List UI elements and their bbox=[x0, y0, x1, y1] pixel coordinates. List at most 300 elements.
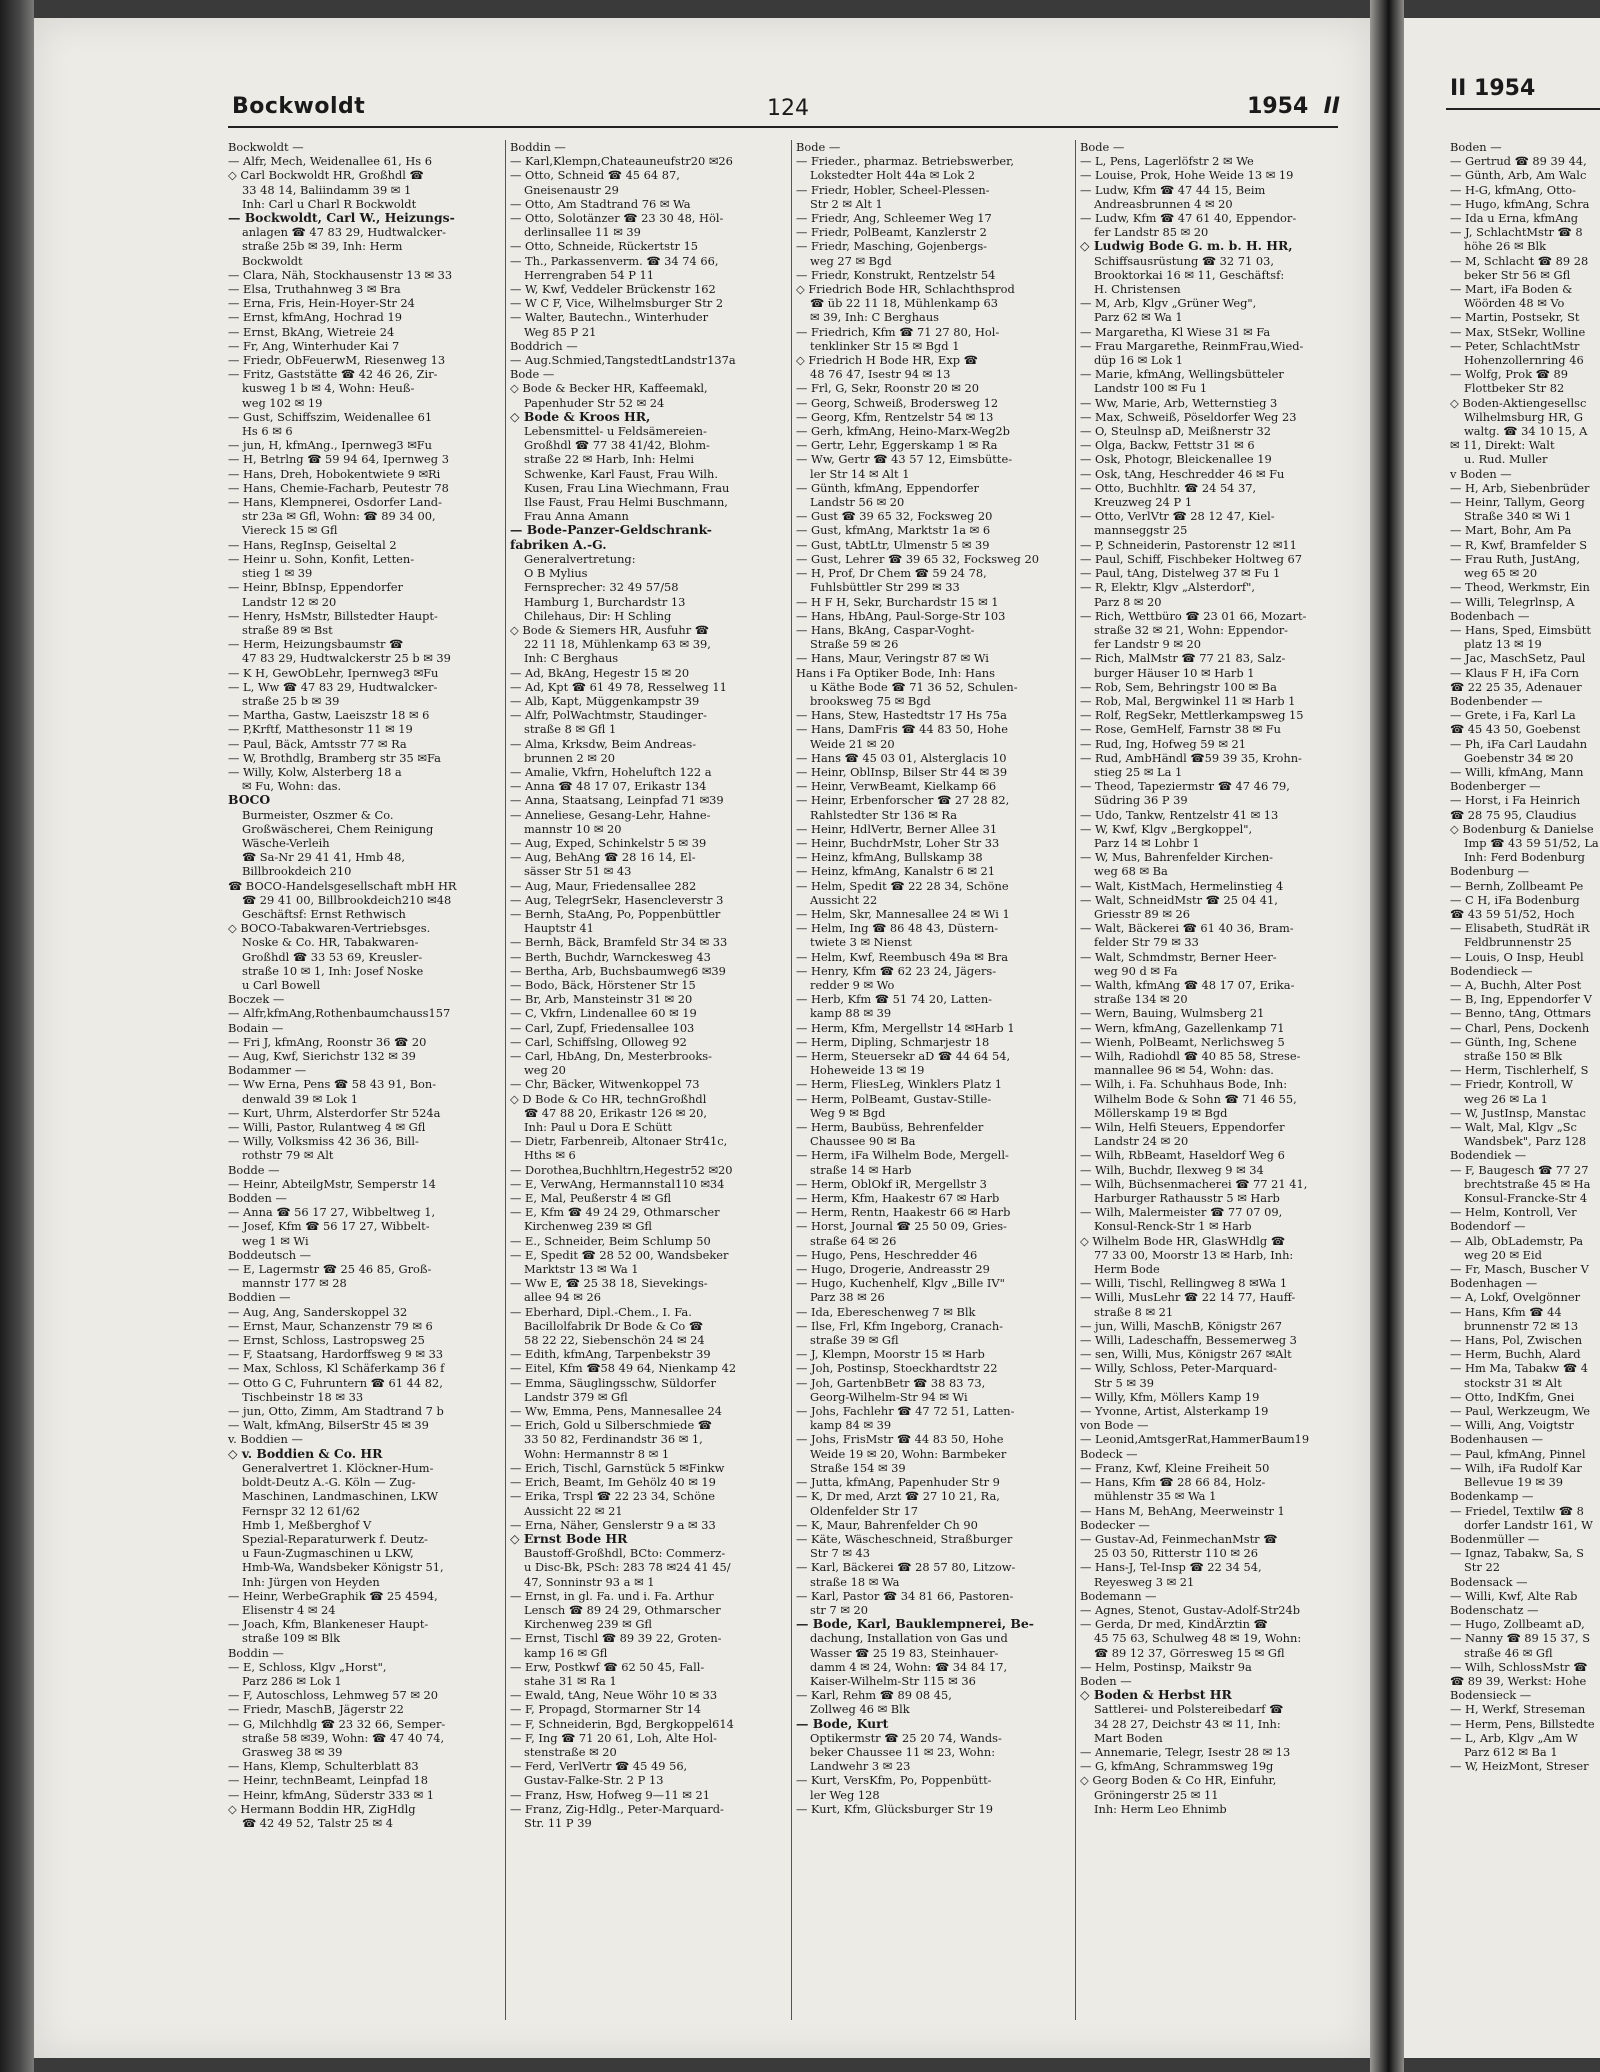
directory-entry-line: — Gerda, Dr med, KindÄrztin ☎ bbox=[1080, 1617, 1268, 1632]
directory-entry-line: Fernspr 32 12 61/62 bbox=[242, 1503, 361, 1518]
facing-page-column bbox=[1450, 140, 1600, 2020]
directory-entry-line: — Emma, Säuglingsschw, Süldorfer bbox=[510, 1375, 716, 1390]
directory-entry-line: — Carl, Zupf, Friedensallee 103 bbox=[510, 1020, 695, 1035]
directory-entry-line: — Bodo, Bäck, Hörstener Str 15 bbox=[510, 977, 696, 992]
directory-entry-line: — Theod, Tapeziermstr ☎ 47 46 79, bbox=[1080, 779, 1290, 794]
directory-entry-line: — Hans M, BehAng, Meerweinstr 1 bbox=[1080, 1503, 1285, 1518]
directory-entry-line: Weg 9 ✉ Bgd bbox=[810, 1105, 886, 1120]
directory-entry-line: — Otto, Schneide, Rückertstr 15 bbox=[510, 239, 699, 254]
directory-entry-line: — Erna, Näher, Genslerstr 9 a ✉ 33 bbox=[510, 1517, 716, 1532]
directory-entry-line: — Walt, kfmAng, BilserStr 45 ✉ 39 bbox=[228, 1418, 429, 1433]
directory-entry-line: — Friedr, ObFeuerwM, Riesenweg 13 bbox=[228, 353, 446, 368]
directory-entry-line: — P,Krftf, Matthesonstr 11 ✉ 19 bbox=[228, 722, 413, 737]
directory-entry-line: Georg-Wilhelm-Str 94 ✉ Wi bbox=[810, 1389, 968, 1404]
directory-entry-line: u Carl Bowell bbox=[242, 977, 321, 992]
directory-entry-line: — Herm, Kfm, Haakestr 67 ✉ Harb bbox=[796, 1191, 1000, 1206]
directory-entry-line: — Hans, BkAng, Caspar-Voght- bbox=[796, 622, 975, 637]
directory-entry-line: — Rose, GemHelf, Farnstr 38 ✉ Fu bbox=[1080, 722, 1281, 737]
directory-entry-line: — Friedrich, Kfm ☎ 71 27 80, Hol- bbox=[796, 324, 1000, 339]
directory-entry-line: dachung, Installation von Gas und bbox=[810, 1631, 1008, 1646]
facing-entry-line: — Hans, Pol, Zwischen bbox=[1450, 1333, 1583, 1348]
directory-entry-line: — Jutta, kfmAng, Papenhuder Str 9 bbox=[796, 1475, 1000, 1490]
directory-entry-line: Hmb-Wa, Wandsbeker Königstr 51, bbox=[242, 1560, 444, 1575]
facing-entry-line: — Fr, Masch, Buscher V bbox=[1450, 1262, 1589, 1277]
directory-entry-line: ler Str 14 ✉ Alt 1 bbox=[810, 466, 910, 481]
directory-entry-line: — Erw, Postkwf ☎ 62 50 45, Fall- bbox=[510, 1659, 705, 1674]
directory-entry-line: — Fri J, kfmAng, Roonstr 36 ☎ 20 bbox=[228, 1034, 427, 1049]
directory-entry-line: — Rob, Mal, Bergwinkel 11 ✉ Harb 1 bbox=[1080, 693, 1296, 708]
directory-entry-line: kusweg 1 b ✉ 4, Wohn: Heuß- bbox=[242, 381, 415, 396]
directory-entry-line: — Georg, Kfm, Rentzelstr 54 ✉ 13 bbox=[796, 409, 994, 424]
directory-entry-line: — Friedr, Ang, Schleemer Weg 17 bbox=[796, 211, 992, 226]
directory-entry-line: — Bode, Kurt bbox=[796, 1716, 889, 1731]
directory-entry-line: — Herb, Kfm ☎ 51 74 20, Latten- bbox=[796, 992, 993, 1007]
directory-entry-line: — Gust ☎ 39 65 32, Focksweg 20 bbox=[796, 509, 993, 524]
directory-entry-line: — Anna ☎ 56 17 27, Wibbeltweg 1, bbox=[228, 1205, 436, 1220]
facing-entry-line: — Wilh, SchlossMstr ☎ bbox=[1450, 1659, 1588, 1674]
book-gutter bbox=[1370, 0, 1404, 2072]
directory-entry-line: ☎ 42 49 52, Talstr 25 ✉ 4 bbox=[242, 1815, 393, 1830]
facing-entry-line: Bodensieck — bbox=[1450, 1688, 1532, 1703]
directory-entry-line: — Heinr, technBeamt, Leinpfad 18 bbox=[228, 1773, 428, 1788]
directory-entry-line: — Alfr, Mech, Weidenallee 61, Hs 6 bbox=[228, 154, 432, 169]
directory-entry-line: mannseggstr 25 bbox=[1094, 523, 1188, 538]
facing-entry-line: — Ida u Erna, kfmAng bbox=[1450, 211, 1579, 226]
directory-entry-line: — Alfr,kfmAng,Rothenbaumchauss157 bbox=[228, 1006, 451, 1021]
directory-entry-line: — Ernst, Schloss, Lastropsweg 25 bbox=[228, 1333, 425, 1348]
directory-entry-line: — Gust, kfmAng, Marktstr 1a ✉ 6 bbox=[796, 523, 991, 538]
directory-entry-line: Kusen, Frau Lina Wiechmann, Frau bbox=[524, 480, 730, 495]
directory-entry-line: — Josef, Kfm ☎ 56 17 27, Wibbelt- bbox=[228, 1219, 430, 1234]
directory-entry-line: — Rolf, RegSekr, Mettlerkampsweg 15 bbox=[1080, 708, 1304, 723]
directory-entry-line: — Franz, Zig-Hdlg., Peter-Marquard- bbox=[510, 1801, 724, 1816]
directory-entry-line: — Wilh, i. Fa. Schuhhaus Bode, Inh: bbox=[1080, 1077, 1288, 1092]
directory-entry-line: — Heinz, kfmAng, Kanalstr 6 ✉ 21 bbox=[796, 864, 996, 879]
directory-entry-line: — Heinr, BbInsp, Eppendorfer bbox=[228, 580, 403, 595]
directory-entry-line: — Otto, VerlVtr ☎ 28 12 47, Kiel- bbox=[1080, 509, 1275, 524]
directory-entry-line: 47, Sonninstr 93 a ✉ 1 bbox=[524, 1574, 655, 1589]
directory-entry-line: — Max, Schweiß, Pöseldorfer Weg 23 bbox=[1080, 409, 1297, 424]
directory-entry-line: — Karl, Pastor ☎ 34 81 66, Pastoren- bbox=[796, 1588, 1014, 1603]
facing-entry-line: Straße 340 ✉ Wi 1 bbox=[1464, 509, 1572, 524]
facing-entry-line: — Willi, kfmAng, Mann bbox=[1450, 764, 1584, 779]
directory-entry-line: — Yvonne, Artist, Alsterkamp 19 bbox=[1080, 1404, 1269, 1419]
facing-entry-line: Bodenbender — bbox=[1450, 693, 1543, 708]
directory-entry-line: Inh: Jürgen von Heyden bbox=[242, 1574, 380, 1589]
facing-entry-line: — R, Kwf, Bramfelder S bbox=[1450, 537, 1588, 552]
directory-entry-line: ✉ 39, Inh: C Berghaus bbox=[810, 310, 940, 325]
directory-entry-line: — Herm, Baubüss, Behrenfelder bbox=[796, 1120, 984, 1135]
directory-entry-line: H. Christensen bbox=[1094, 282, 1181, 297]
directory-entry-line: — H, Betrlng ☎ 59 94 64, Ipernweg 3 bbox=[228, 452, 449, 467]
surname-heading: Bodde — bbox=[228, 1162, 280, 1177]
directory-entry-line: — Walt, Bäckerei ☎ 61 40 36, Bram- bbox=[1080, 921, 1294, 936]
directory-entry-line: weg 68 ✉ Ba bbox=[1094, 864, 1168, 879]
facing-entry-line: — Louis, O Insp, Heubl bbox=[1450, 949, 1584, 964]
facing-entry-line: — W, JustInsp, Manstac bbox=[1450, 1105, 1586, 1120]
directory-entry-line: — Heinr, BuchdrMstr, Loher Str 33 bbox=[796, 835, 1000, 850]
facing-entry-line: Wilhelmsburg HR, G bbox=[1464, 409, 1583, 424]
surname-heading: Boddin — bbox=[510, 140, 566, 154]
directory-entry-line: — Eberhard, Dipl.-Chem., I. Fa. bbox=[510, 1304, 692, 1319]
directory-entry-line: ◇ Georg Boden & Co HR, Einfuhr, bbox=[1080, 1773, 1277, 1788]
facing-entry-line: ✉ 11, Direkt: Walt bbox=[1450, 438, 1555, 453]
directory-entry-line: — Ernst, in gl. Fa. und i. Fa. Arthur bbox=[510, 1588, 714, 1603]
directory-entry-line: — Gust, tAbtLtr, Ulmenstr 5 ✉ 39 bbox=[796, 537, 990, 552]
directory-column-1 bbox=[228, 140, 500, 2020]
directory-entry-line: — Max, Schloss, Kl Schäferkamp 36 f bbox=[228, 1361, 445, 1376]
directory-entry-line: — Erich, Gold u Silberschmiede ☎ bbox=[510, 1418, 712, 1433]
directory-entry-line: — Helm, Postinsp, Maikstr 9a bbox=[1080, 1659, 1252, 1674]
facing-entry-line: — Bernh, Zollbeamt Pe bbox=[1450, 878, 1584, 893]
directory-entry-line: Großhdl ☎ 77 38 41/42, Blohm- bbox=[524, 438, 710, 453]
page-number: 124 bbox=[767, 96, 809, 121]
facing-entry-line: Bodenschatz — bbox=[1450, 1602, 1539, 1617]
directory-entry-line: — Heinr, HdlVertr, Berner Allee 31 bbox=[796, 821, 998, 836]
directory-entry-line: kamp 16 ✉ Gfl bbox=[524, 1645, 608, 1660]
facing-entry-line: — Günth, Ing, Schene bbox=[1450, 1034, 1577, 1049]
directory-entry-line: — G, kfmAng, Schrammsweg 19g bbox=[1080, 1759, 1274, 1774]
directory-entry-line: — F, Ing ☎ 71 20 61, Loh, Alte Hol- bbox=[510, 1730, 717, 1745]
directory-entry-line: — Ewald, tAng, Neue Wöhr 10 ✉ 33 bbox=[510, 1688, 718, 1703]
directory-entry-line: — Clara, Näh, Stockhausenstr 13 ✉ 33 bbox=[228, 267, 453, 282]
facing-entry-line: — J, SchlachtMstr ☎ 8 bbox=[1450, 225, 1583, 240]
directory-entry-line: damm 4 ✉ 24, Wohn: ☎ 34 84 17, bbox=[810, 1659, 1008, 1674]
directory-entry-line: — Dorothea,Buchhltrn,Hegestr52 ✉20 bbox=[510, 1162, 733, 1177]
directory-entry-line: — M, Arb, Klgv „Grüner Weg", bbox=[1080, 296, 1257, 311]
directory-entry-line: — Willy, Schloss, Peter-Marquard- bbox=[1080, 1361, 1277, 1376]
directory-entry-line: — H, Prof, Dr Chem ☎ 59 24 78, bbox=[796, 566, 987, 581]
facing-entry-line: — Mart, Bohr, Am Pa bbox=[1450, 523, 1572, 538]
facing-entry-line: Inh: Ferd Bodenburg bbox=[1464, 850, 1585, 865]
directory-entry-line: ◇ Wilhelm Bode HR, GlasWHdlg ☎ bbox=[1080, 1233, 1286, 1248]
facing-entry-line: Imp ☎ 43 59 51/52, La bbox=[1464, 835, 1599, 850]
facing-entry-line: Konsul-Francke-Str 4 bbox=[1464, 1191, 1588, 1206]
directory-entry-line: Bockwoldt bbox=[242, 253, 303, 268]
directory-entry-line: Str 2 ✉ Alt 1 bbox=[810, 196, 883, 211]
directory-entry-line: — E, Mal, Peußerstr 4 ✉ Gfl bbox=[510, 1191, 672, 1206]
directory-entry-line: Inh: C Berghaus bbox=[524, 651, 619, 666]
directory-entry-line: — Ludw, Kfm ☎ 47 61 40, Eppendor- bbox=[1080, 211, 1297, 226]
directory-entry-line: — K, Dr med, Arzt ☎ 27 10 21, Ra, bbox=[796, 1489, 1000, 1504]
directory-entry-line: — Franz, Hsw, Hofweg 9—11 ✉ 21 bbox=[510, 1787, 710, 1802]
directory-entry-line: — Ad, BkAng, Hegestr 15 ✉ 20 bbox=[510, 665, 690, 680]
directory-entry-line: Maschinen, Landmaschinen, LKW bbox=[242, 1489, 439, 1504]
directory-entry-line: — Anna, Staatsang, Leinpfad 71 ✉39 bbox=[510, 793, 724, 808]
directory-entry-line: ◇ Friedrich H Bode HR, Exp ☎ bbox=[796, 353, 978, 368]
directory-entry-line: — Ad, Kpt ☎ 61 49 78, Resselweg 11 bbox=[510, 679, 727, 694]
directory-entry-line: ☎ 89 12 37, Görresweg 15 ✉ Gfl bbox=[1094, 1645, 1285, 1660]
directory-entry-line: — Erika, Trspl ☎ 22 23 34, Schöne bbox=[510, 1489, 716, 1504]
directory-entry-line: ✉ Fu, Wohn: das. bbox=[242, 779, 342, 794]
facing-entry-line: — H, Werkf, Streseman bbox=[1450, 1702, 1586, 1717]
directory-entry-line: Hs 6 ✉ 6 bbox=[242, 424, 293, 439]
surname-heading: Bode — bbox=[1080, 140, 1125, 154]
directory-entry-line: — Otto, Am Stadtrand 76 ✉ Wa bbox=[510, 196, 691, 211]
directory-entry-line: Str 7 ✉ 43 bbox=[810, 1546, 870, 1561]
directory-entry-line: — Erich, Tischl, Garnstück 5 ✉Finkw bbox=[510, 1460, 725, 1475]
directory-entry-line: Sattlerei- und Polstereibedarf ☎ bbox=[1094, 1702, 1284, 1717]
facing-entry-line: — Klaus F H, iFa Corn bbox=[1450, 665, 1579, 680]
directory-entry-line: — Rich, MalMstr ☎ 77 21 83, Salz- bbox=[1080, 651, 1286, 666]
directory-entry-line: — Heinr, WerbeGraphik ☎ 25 4594, bbox=[228, 1588, 438, 1603]
directory-entry-line: straße 25b ✉ 39, Inh: Herm bbox=[242, 239, 403, 254]
directory-entry-line: stenstraße ✉ 20 bbox=[524, 1744, 617, 1759]
facing-entry-line: Bodenburg — bbox=[1450, 864, 1529, 879]
facing-entry-line: Bellevue 19 ✉ 39 bbox=[1464, 1475, 1564, 1490]
directory-entry-line: — Erich, Beamt, Im Gehölz 40 ✉ 19 bbox=[510, 1475, 716, 1490]
directory-entry-line: — Martha, Gastw, Laeiszstr 18 ✉ 6 bbox=[228, 708, 430, 723]
directory-entry-line: — Karl, Bäckerei ☎ 28 57 80, Litzow- bbox=[796, 1560, 1016, 1575]
directory-entry-line: — Alfr, PolWachtmstr, Staudinger- bbox=[510, 708, 707, 723]
facing-entry-line: — A, Buchh, Alter Post bbox=[1450, 977, 1582, 992]
directory-entry-line: — Eitel, Kfm ☎58 49 64, Nienkamp 42 bbox=[510, 1361, 737, 1376]
directory-entry-line: — Ernst, kfmAng, Hochrad 19 bbox=[228, 310, 402, 325]
facing-entry-line: — H-G, kfmAng, Otto- bbox=[1450, 182, 1576, 197]
facing-entry-line: Bodensack — bbox=[1450, 1574, 1528, 1589]
directory-entry-line: — Herm, Kfm, Mergellstr 14 ✉Harb 1 bbox=[796, 1020, 1015, 1035]
facing-entry-line: — L, Arb, Klgv „Am W bbox=[1450, 1730, 1578, 1745]
directory-entry-line: — Chr, Bäcker, Witwenkoppel 73 bbox=[510, 1077, 700, 1092]
directory-entry-line: — Herm, PolBeamt, Gustav-Stille- bbox=[796, 1091, 992, 1106]
directory-entry-line: Landstr 12 ✉ 20 bbox=[242, 594, 337, 609]
directory-entry-line: — E, Kfm ☎ 49 24 29, Othmarscher bbox=[510, 1205, 720, 1220]
directory-entry-line: ☎ BOCO-Handelsgesellschaft mbH HR bbox=[228, 878, 457, 893]
directory-entry-line: Parz 14 ✉ Lohbr 1 bbox=[1094, 835, 1200, 850]
directory-entry-line: mannallee 96 ✉ 54, Wohn: das. bbox=[1094, 1063, 1274, 1078]
directory-entry-line: — Herm, Heizungsbaumstr ☎ bbox=[228, 637, 404, 652]
directory-entry-line: 33 50 82, Ferdinandstr 36 ✉ 1, bbox=[524, 1432, 703, 1447]
facing-entry-line: — Friedel, Textilw ☎ 8 bbox=[1450, 1503, 1584, 1518]
directory-entry-line: — Hans, HbAng, Paul-Sorge-Str 103 bbox=[796, 608, 1006, 623]
directory-entry-line: — Frl, G, Sekr, Roonstr 20 ✉ 20 bbox=[796, 381, 979, 396]
directory-entry-line: straße 8 ✉ Gfl 1 bbox=[524, 722, 617, 737]
directory-entry-line: Aussicht 22 bbox=[810, 892, 878, 907]
directory-entry-line: — F, Autoschloss, Lehmweg 57 ✉ 20 bbox=[228, 1688, 438, 1703]
directory-entry-line: — Th., Parkassenverm. ☎ 34 74 66, bbox=[510, 253, 719, 268]
facing-entry-line: — Herm, Buchh, Alard bbox=[1450, 1347, 1581, 1362]
directory-entry-line: Großhdl ☎ 33 53 69, Kreusler- bbox=[242, 949, 423, 964]
directory-entry-line: — Bertha, Arb, Buchsbaumweg6 ✉39 bbox=[510, 963, 726, 978]
running-head-name: Bockwoldt bbox=[232, 94, 366, 119]
directory-entry-line: Grasweg 38 ✉ 39 bbox=[242, 1744, 343, 1759]
directory-entry-line: — jun, Willi, MaschB, Königstr 267 bbox=[1080, 1318, 1282, 1333]
facing-entry-line: u. Rud. Muller bbox=[1464, 452, 1548, 467]
directory-entry-line: — Aug, Maur, Friedensallee 282 bbox=[510, 878, 697, 893]
surname-heading: Bockwoldt — bbox=[228, 140, 304, 154]
directory-column-2 bbox=[510, 140, 782, 2020]
directory-entry-line: Str. 11 P 39 bbox=[524, 1815, 592, 1830]
scan-shadow-left bbox=[0, 0, 34, 2072]
directory-entry-line: — Rud, Ing, Hofweg 59 ✉ 21 bbox=[1080, 736, 1247, 751]
directory-entry-line: — Wienh, PolBeamt, Nerlichsweg 5 bbox=[1080, 1034, 1285, 1049]
directory-entry-line: — F, Staatsang, Hardorffsweg 9 ✉ 33 bbox=[228, 1347, 444, 1362]
directory-entry-line: — Helm, Kwf, Reembusch 49a ✉ Bra bbox=[796, 949, 1009, 964]
facing-entry-line: — C H, iFa Bodenburg bbox=[1450, 892, 1580, 907]
directory-entry-line: Gneisenaustr 29 bbox=[524, 182, 619, 197]
directory-entry-line: fabriken A.-G. bbox=[510, 537, 607, 552]
facing-entry-line: — M, Schlacht ☎ 89 28 bbox=[1450, 253, 1589, 268]
directory-entry-line: Kirchenweg 239 ✉ Gfl bbox=[524, 1617, 653, 1632]
directory-entry-line: Hamburg 1, Burchardstr 13 bbox=[524, 594, 686, 609]
directory-entry-line: — Hans, Klempnerei, Osdorfer Land- bbox=[228, 495, 442, 510]
facing-entry-line: ☎ 45 43 50, Goebenst bbox=[1450, 722, 1581, 737]
directory-entry-line: — E, Schloss, Klgv „Horst", bbox=[228, 1659, 387, 1674]
directory-entry-line: — Dietr, Farbenreib, Altonaer Str41c, bbox=[510, 1134, 728, 1149]
directory-entry-line: — Heinr u. Sohn, Konfit, Letten- bbox=[228, 551, 415, 566]
facing-entry-line: brechtstraße 45 ✉ Ha bbox=[1464, 1176, 1591, 1191]
directory-entry-line: — Leonid,AmtsgerRat,HammerBaum19 bbox=[1080, 1432, 1310, 1447]
directory-entry-line: — Osk, Photogr, Bleickenallee 19 bbox=[1080, 452, 1272, 467]
directory-entry-line: — Alb, Kapt, Müggenkampstr 39 bbox=[510, 693, 700, 708]
facing-entry-line: Bodenbach — bbox=[1450, 608, 1530, 623]
directory-entry-line: — Käte, Wäscheschneid, Straßburger bbox=[796, 1531, 1013, 1546]
directory-entry-line: Kirchenweg 239 ✉ Gfl bbox=[524, 1219, 653, 1234]
directory-entry-line: Inh: Carl u Charl R Bockwoldt bbox=[242, 196, 417, 211]
facing-entry-line: Bodenhagen — bbox=[1450, 1276, 1538, 1291]
directory-entry-line: 33 48 14, Baliindamm 39 ✉ 1 bbox=[242, 182, 412, 197]
facing-entry-line: — Ignaz, Tabakw, Sa, S bbox=[1450, 1546, 1584, 1561]
directory-entry-line: Geschäftsf: Ernst Rethwisch bbox=[242, 906, 406, 921]
directory-entry-line: — E, Lagermstr ☎ 25 46 85, Groß- bbox=[228, 1262, 432, 1277]
facing-entry-line: — F, Baugesch ☎ 77 27 bbox=[1450, 1162, 1589, 1177]
directory-entry-line: sässer Str 51 ✉ 43 bbox=[524, 864, 632, 879]
directory-entry-line: straße 89 ✉ Bst bbox=[242, 622, 333, 637]
facing-entry-line: ◇ Boden-Aktiengesellsc bbox=[1450, 395, 1587, 410]
directory-entry-line: Viereck 15 ✉ Gfl bbox=[242, 523, 338, 538]
facing-entry-line: Goebenstr 34 ✉ 20 bbox=[1464, 750, 1574, 765]
directory-entry-line: — Günth, kfmAng, Eppendorfer bbox=[796, 480, 979, 495]
directory-entry-line: anlagen ☎ 47 83 29, Hudtwalcker- bbox=[242, 225, 446, 240]
directory-entry-line: — Bernh, StaAng, Po, Poppenbüttler bbox=[510, 906, 721, 921]
directory-entry-line: — F, Propagd, Stormarner Str 14 bbox=[510, 1702, 702, 1717]
directory-entry-line: Landstr 56 ✉ 20 bbox=[810, 495, 905, 510]
facing-entry-line: brunnenstr 72 ✉ 13 bbox=[1464, 1318, 1579, 1333]
column-divider bbox=[505, 140, 506, 2020]
facing-entry-line: — B, Ing, Eppendorfer V bbox=[1450, 992, 1592, 1007]
directory-entry-line: — Heinr, OblInsp, Bilser Str 44 ✉ 39 bbox=[796, 764, 1008, 779]
directory-entry-line: — Ww, Gertr ☎ 43 57 12, Eimsbütte- bbox=[796, 452, 1013, 467]
directory-entry-line: straße 39 ✉ Gfl bbox=[810, 1333, 899, 1348]
directory-entry-line: — Heinr, Erbenforscher ☎ 27 28 82, bbox=[796, 793, 1010, 808]
facing-entry-line: — Ph, iFa Carl Laudahn bbox=[1450, 736, 1588, 751]
directory-entry-line: ◇ Boden & Herbst HR bbox=[1080, 1688, 1232, 1703]
directory-entry-line: Parz 8 ✉ 20 bbox=[1094, 594, 1162, 609]
facing-header-rule bbox=[1446, 108, 1600, 110]
directory-entry-line: — Willi, Pastor, Rulantweg 4 ✉ Gfl bbox=[228, 1120, 426, 1135]
directory-entry-line: ◇ Ernst Bode HR bbox=[510, 1531, 628, 1546]
directory-entry-line: twiete 3 ✉ Nienst bbox=[810, 935, 912, 950]
directory-entry-line: — Joh, Postinsp, Stoeckhardtstr 22 bbox=[796, 1361, 998, 1376]
directory-entry-line: Generalvertretung: bbox=[524, 551, 636, 566]
directory-entry-line: — J, Klempn, Moorstr 15 ✉ Harb bbox=[796, 1347, 985, 1362]
directory-entry-line: — Helm, Spedit ☎ 22 28 34, Schöne bbox=[796, 878, 1009, 893]
facing-entry-line: — Martin, Postsekr, St bbox=[1450, 310, 1580, 325]
directory-entry-line: kamp 88 ✉ 39 bbox=[810, 1006, 892, 1021]
directory-entry-line: — Paul, Schiff, Fischbeker Holtweg 67 bbox=[1080, 551, 1303, 566]
directory-entry-line: — W, Kwf, Klgv „Bergkoppel", bbox=[1080, 821, 1253, 836]
directory-entry-line: — Ww Erna, Pens ☎ 58 43 91, Bon- bbox=[228, 1077, 437, 1092]
directory-entry-line: — Heinr, AbteilgMstr, Semperstr 14 bbox=[228, 1176, 436, 1191]
directory-entry-line: — Marie, kfmAng, Wellingsbütteler bbox=[1080, 367, 1284, 382]
facing-entry-line: — Grete, i Fa, Karl La bbox=[1450, 708, 1576, 723]
directory-entry-line: — Elsa, Truthahnweg 3 ✉ Bra bbox=[228, 282, 401, 297]
directory-entry-line: — Annemarie, Telegr, Isestr 28 ✉ 13 bbox=[1080, 1744, 1291, 1759]
directory-entry-line: allee 94 ✉ 26 bbox=[524, 1290, 601, 1305]
directory-entry-line: — jun, Otto, Zimm, Am Stadtrand 7 b bbox=[228, 1404, 444, 1419]
directory-entry-line: u Disc-Bk, PSch: 283 78 ✉24 41 45/ bbox=[524, 1560, 731, 1575]
directory-entry-line: — Hugo, Kuchenhelf, Klgv „Bille IV" bbox=[796, 1276, 1005, 1291]
facing-entry-line: — Helm, Kontroll, Ver bbox=[1450, 1205, 1577, 1220]
directory-entry-line: Reyesweg 3 ✉ 21 bbox=[1094, 1574, 1195, 1589]
directory-entry-line: Straße 154 ✉ 39 bbox=[810, 1460, 906, 1475]
directory-entry-line: — Gertr, Lehr, Eggerskamp 1 ✉ Ra bbox=[796, 438, 998, 453]
directory-entry-line: — Bode, Karl, Bauklempnerei, Be- bbox=[796, 1617, 1034, 1632]
directory-entry-line: Baustoff-Großhdl, BCto: Commerz- bbox=[524, 1546, 726, 1561]
facing-entry-line: ☎ 22 25 35, Adenauer bbox=[1450, 679, 1582, 694]
directory-entry-line: — Carl, HbAng, Dn, Mesterbrooks- bbox=[510, 1049, 712, 1063]
facing-entry-line: — Hm Ma, Tabakw ☎ 4 bbox=[1450, 1361, 1588, 1376]
directory-entry-line: straße 14 ✉ Harb bbox=[810, 1162, 912, 1177]
directory-entry-line: — C, Vkfrn, Lindenallee 60 ✉ 19 bbox=[510, 1006, 697, 1021]
directory-entry-line: — Gustav-Ad, FeinmechanMstr ☎ bbox=[1080, 1531, 1278, 1546]
directory-entry-line: — Wern, Bauing, Wulmsberg 21 bbox=[1080, 1006, 1265, 1021]
directory-entry-line: — Hans, RegInsp, Geiseltal 2 bbox=[228, 537, 397, 552]
directory-entry-line: Zollweg 46 ✉ Blk bbox=[810, 1702, 910, 1717]
directory-entry-line: — Alma, Krksdw, Beim Andreas- bbox=[510, 736, 697, 751]
directory-entry-line: Herrengraben 54 P 11 bbox=[524, 267, 655, 282]
directory-entry-line: Tischbeinstr 18 ✉ 33 bbox=[242, 1389, 364, 1404]
directory-entry-line: mühlenstr 35 ✉ Wa 1 bbox=[1094, 1489, 1217, 1504]
directory-entry-line: — Walt, Schmdmstr, Berner Heer- bbox=[1080, 949, 1277, 964]
directory-entry-line: — E., Schneider, Beim Schlump 50 bbox=[510, 1233, 711, 1248]
directory-entry-line: — Friedr, Masching, Gojenbergs- bbox=[796, 239, 988, 254]
directory-entry-line: — Ferd, VerlVertr ☎ 45 49 56, bbox=[510, 1759, 688, 1774]
directory-entry-line: — Ww, Marie, Arb, Wetternstieg 3 bbox=[1080, 395, 1278, 410]
surname-heading: Boddrich — bbox=[510, 338, 578, 353]
facing-entry-line: — Theod, Werkmstr, Ein bbox=[1450, 580, 1590, 595]
directory-entry-line: burger Häuser 10 ✉ Harb 1 bbox=[1094, 665, 1255, 680]
directory-entry-line: straße 134 ✉ 20 bbox=[1094, 992, 1188, 1007]
directory-entry-line: ◇ Bode & Kroos HR, bbox=[510, 409, 651, 424]
directory-entry-line: ☎ üb 22 11 18, Mühlenkamp 63 bbox=[810, 296, 998, 311]
directory-entry-line: — Joach, Kfm, Blankeneser Haupt- bbox=[228, 1617, 429, 1632]
page-header bbox=[232, 94, 1340, 124]
directory-entry-line: weg 27 ✉ Bgd bbox=[810, 253, 892, 268]
directory-entry-line: beker Chaussee 11 ✉ 23, Wohn: bbox=[810, 1744, 996, 1759]
directory-entry-line: — Herm, OblOkf iR, Mergellstr 3 bbox=[796, 1176, 987, 1191]
directory-entry-line: — L, Pens, Lagerlöfstr 2 ✉ We bbox=[1080, 154, 1254, 169]
directory-entry-line: — Berth, Buchdr, Warnckesweg 43 bbox=[510, 949, 711, 964]
directory-entry-line: — Aug, TelegrSekr, Hasencleverstr 3 bbox=[510, 892, 724, 907]
directory-entry-line: derlinsallee 11 ✉ 39 bbox=[524, 225, 641, 240]
directory-entry-line: — Olga, Backw, Fettstr 31 ✉ 6 bbox=[1080, 438, 1255, 453]
column-divider bbox=[1075, 140, 1076, 2020]
directory-entry-line: Gröningerstr 25 ✉ 11 bbox=[1094, 1787, 1219, 1802]
directory-entry-line: — Louise, Prok, Hohe Weide 13 ✉ 19 bbox=[1080, 168, 1294, 183]
directory-entry-line: — Ida, Ebereschenweg 7 ✉ Blk bbox=[796, 1304, 976, 1319]
facing-entry-line: — Frau Ruth, JustAng, bbox=[1450, 551, 1580, 566]
directory-entry-line: ◇ BOCO-Tabakwaren-Vertriebsges. bbox=[228, 921, 431, 936]
facing-entry-line: Parz 612 ✉ Ba 1 bbox=[1464, 1744, 1558, 1759]
directory-entry-line: — Hans ☎ 45 03 01, Alsterglacis 10 bbox=[796, 750, 1007, 765]
facing-entry-line: — Gertrud ☎ 89 39 44, bbox=[1450, 154, 1587, 169]
directory-entry-line: Ilse Faust, Frau Helmi Buschmann, bbox=[524, 495, 728, 510]
facing-entry-line: Bodenkamp — bbox=[1450, 1489, 1534, 1504]
facing-entry-line: — Willi, Ang, Voigtstr bbox=[1450, 1418, 1574, 1433]
directory-entry-line: Chaussee 90 ✉ Ba bbox=[810, 1134, 916, 1149]
directory-entry-line: Herm Bode bbox=[1094, 1262, 1160, 1277]
